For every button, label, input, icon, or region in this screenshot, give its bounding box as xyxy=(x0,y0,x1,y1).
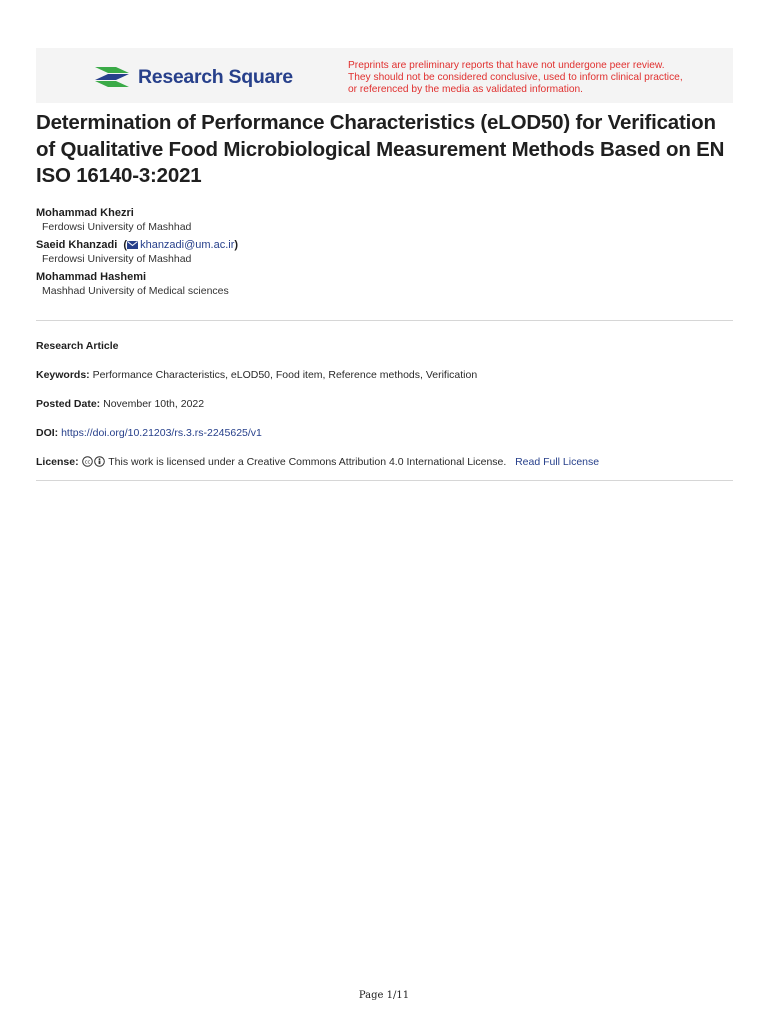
disclaimer-line: Preprints are preliminary reports that have not undergone peer review. xyxy=(348,60,665,71)
keywords-line xyxy=(36,368,477,382)
divider xyxy=(36,480,733,481)
author-entry xyxy=(36,238,736,266)
keywords-value: Performance Characteristics, eLOD50, Food item, Reference methods, Verification xyxy=(92,369,478,381)
license-label: License: xyxy=(36,456,79,468)
author-entry xyxy=(36,270,736,298)
svg-text:cc: cc xyxy=(84,459,90,466)
doi-link[interactable]: https://doi.org/10.21203/rs.3.rs-2245625/v1 xyxy=(61,427,262,439)
license-line xyxy=(36,455,599,469)
article-type-label: Research Article xyxy=(36,340,119,352)
author-list xyxy=(36,206,736,302)
author-affiliation: Ferdowsi University of Mashhad xyxy=(42,221,192,233)
posted-date-value: November 10th, 2022 xyxy=(103,398,205,410)
doi-label: DOI: xyxy=(36,427,59,439)
author-affiliation: Mashhad University of Medical sciences xyxy=(42,285,229,297)
author-name-line: Saeid Khanzadi ( khanzadi@um.ac.ir) xyxy=(36,239,239,251)
disclaimer-line: They should not be considered conclusive, used to inform clinical practice, xyxy=(348,72,683,84)
keywords-label: Keywords: xyxy=(36,369,90,381)
read-full-license-link[interactable]: Read Full License xyxy=(515,456,600,468)
preprint-disclaimer xyxy=(348,60,723,97)
page-number: Page 1/11 xyxy=(358,990,410,1001)
posted-date-line xyxy=(36,397,204,411)
brand-name: Research Square xyxy=(138,65,293,88)
license-text: This work is licensed under a Creative Commons Attribution 4.0 International License. xyxy=(108,456,507,468)
mail-icon xyxy=(127,241,138,249)
author-email-link[interactable]: khanzadi@um.ac.ir xyxy=(140,239,235,251)
disclaimer-line: or referenced by the media as validated information. xyxy=(348,84,584,96)
creative-commons-icon xyxy=(82,456,93,467)
divider xyxy=(36,320,733,321)
research-square-icon xyxy=(94,64,130,90)
research-square-logo[interactable] xyxy=(94,64,293,90)
author-affiliation: Ferdowsi University of Mashhad xyxy=(42,253,192,265)
article-type xyxy=(36,339,119,353)
author-name: Mohammad Hashemi xyxy=(36,271,147,283)
author-name: Saeid Khanzadi xyxy=(36,239,118,251)
author-entry xyxy=(36,206,736,234)
attribution-icon xyxy=(94,456,105,467)
author-name: Mohammad Khezri xyxy=(36,207,134,219)
doi-line xyxy=(36,426,262,440)
posted-date-label: Posted Date: xyxy=(36,398,101,410)
paper-title: Determination of Performance Characteristics (eLOD50) for Verification of Qualitative Food Microbiological Measurement Methods Based on EN ISO 16140-3:2021 xyxy=(36,111,725,187)
